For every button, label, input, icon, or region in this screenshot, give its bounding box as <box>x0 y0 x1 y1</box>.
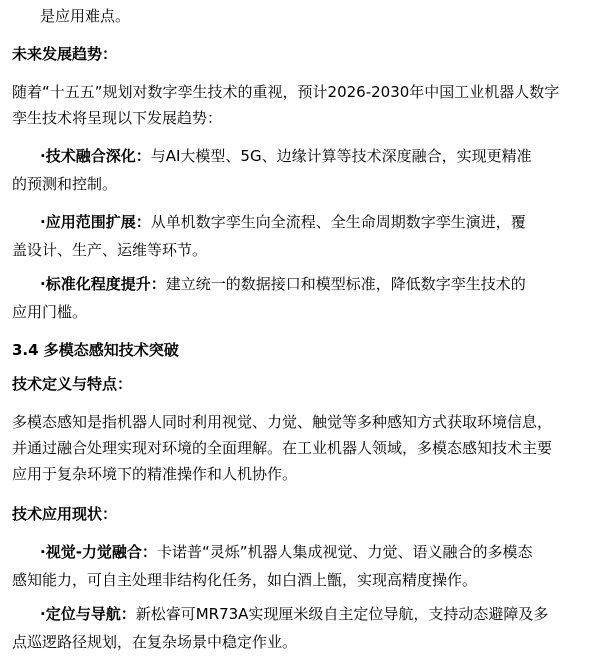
bullet-text-line-1: 从单机数字孪生向全流程、全生命周期数字孪生演进，覆 <box>150 213 526 231</box>
future-bullet-1 <box>12 142 588 198</box>
bullet-title: 标准化程度提升： <box>45 275 166 293</box>
bullet-marker: · <box>40 275 46 293</box>
bullet-marker: · <box>40 147 46 165</box>
bullet-title: 定位与导航： <box>45 605 136 623</box>
section-heading: 3.4 多模态感知技术突破 <box>12 341 179 359</box>
bullet-text-line-1: 新松睿可MR73A实现厘米级自主定位导航，支持动态避障及多 <box>135 605 549 623</box>
definition-line-2: 并通过融合处理实现对环境的全面理解。在工业机器人领域，多模态感知技术主要 <box>12 439 553 457</box>
status-bullet-1 <box>12 538 588 594</box>
definition-line-3: 应用于复杂环境下的精准操作和人机协作。 <box>12 465 298 483</box>
bullet-title: 视觉-力觉融合： <box>45 543 157 561</box>
bullet-text-line-1: 建立统一的数据接口和模型标准，降低数字孪生技术的 <box>165 275 526 293</box>
bullet-marker: · <box>40 543 46 561</box>
bullet-text-line-2: 应用门槛。 <box>12 303 88 321</box>
bullet-text-line-2: 盖设计、生产、运维等环节。 <box>12 241 208 259</box>
status-bullet-2 <box>12 600 588 656</box>
bullet-title: 应用范围扩展： <box>45 213 151 231</box>
future-bullet-2 <box>12 208 588 264</box>
bullet-text-line-2: 感知能力，可自主处理非结构化任务，如白酒上甑，实现高精度操作。 <box>12 571 478 589</box>
status-heading: 技术应用现状： <box>12 505 118 523</box>
future-para-line-2: 孪生技术将呈现以下发展趋势： <box>12 109 223 127</box>
bullet-text-line-2: 点巡逻路径规划，在复杂场景中稳定作业。 <box>12 633 298 651</box>
future-para-line-1: 随着“十五五”规划对数字孪生技术的重视，预计2026-2030年中国工业机器人数字 <box>12 83 560 101</box>
future-bullet-3 <box>12 270 588 326</box>
bullet-text-line-1: 卡诺普“灵烁”机器人集成视觉、力觉、语义融合的多模态 <box>156 543 533 561</box>
bullet-text-line-1: 与AI大模型、5G、边缘计算等技术深度融合，实现更精准 <box>150 147 532 165</box>
intro-tail-text: 是应用难点。 <box>40 7 131 25</box>
future-trends-heading: 未来发展趋势： <box>12 45 118 63</box>
bullet-title: 技术融合深化： <box>45 147 151 165</box>
definition-line-1: 多模态感知是指机器人同时利用视觉、力觉、触觉等多种感知方式获取环境信息， <box>12 413 553 431</box>
bullet-marker: · <box>40 605 46 623</box>
definition-heading: 技术定义与特点： <box>12 375 133 393</box>
bullet-marker: · <box>40 213 46 231</box>
bullet-text-line-2: 的预测和控制。 <box>12 175 118 193</box>
